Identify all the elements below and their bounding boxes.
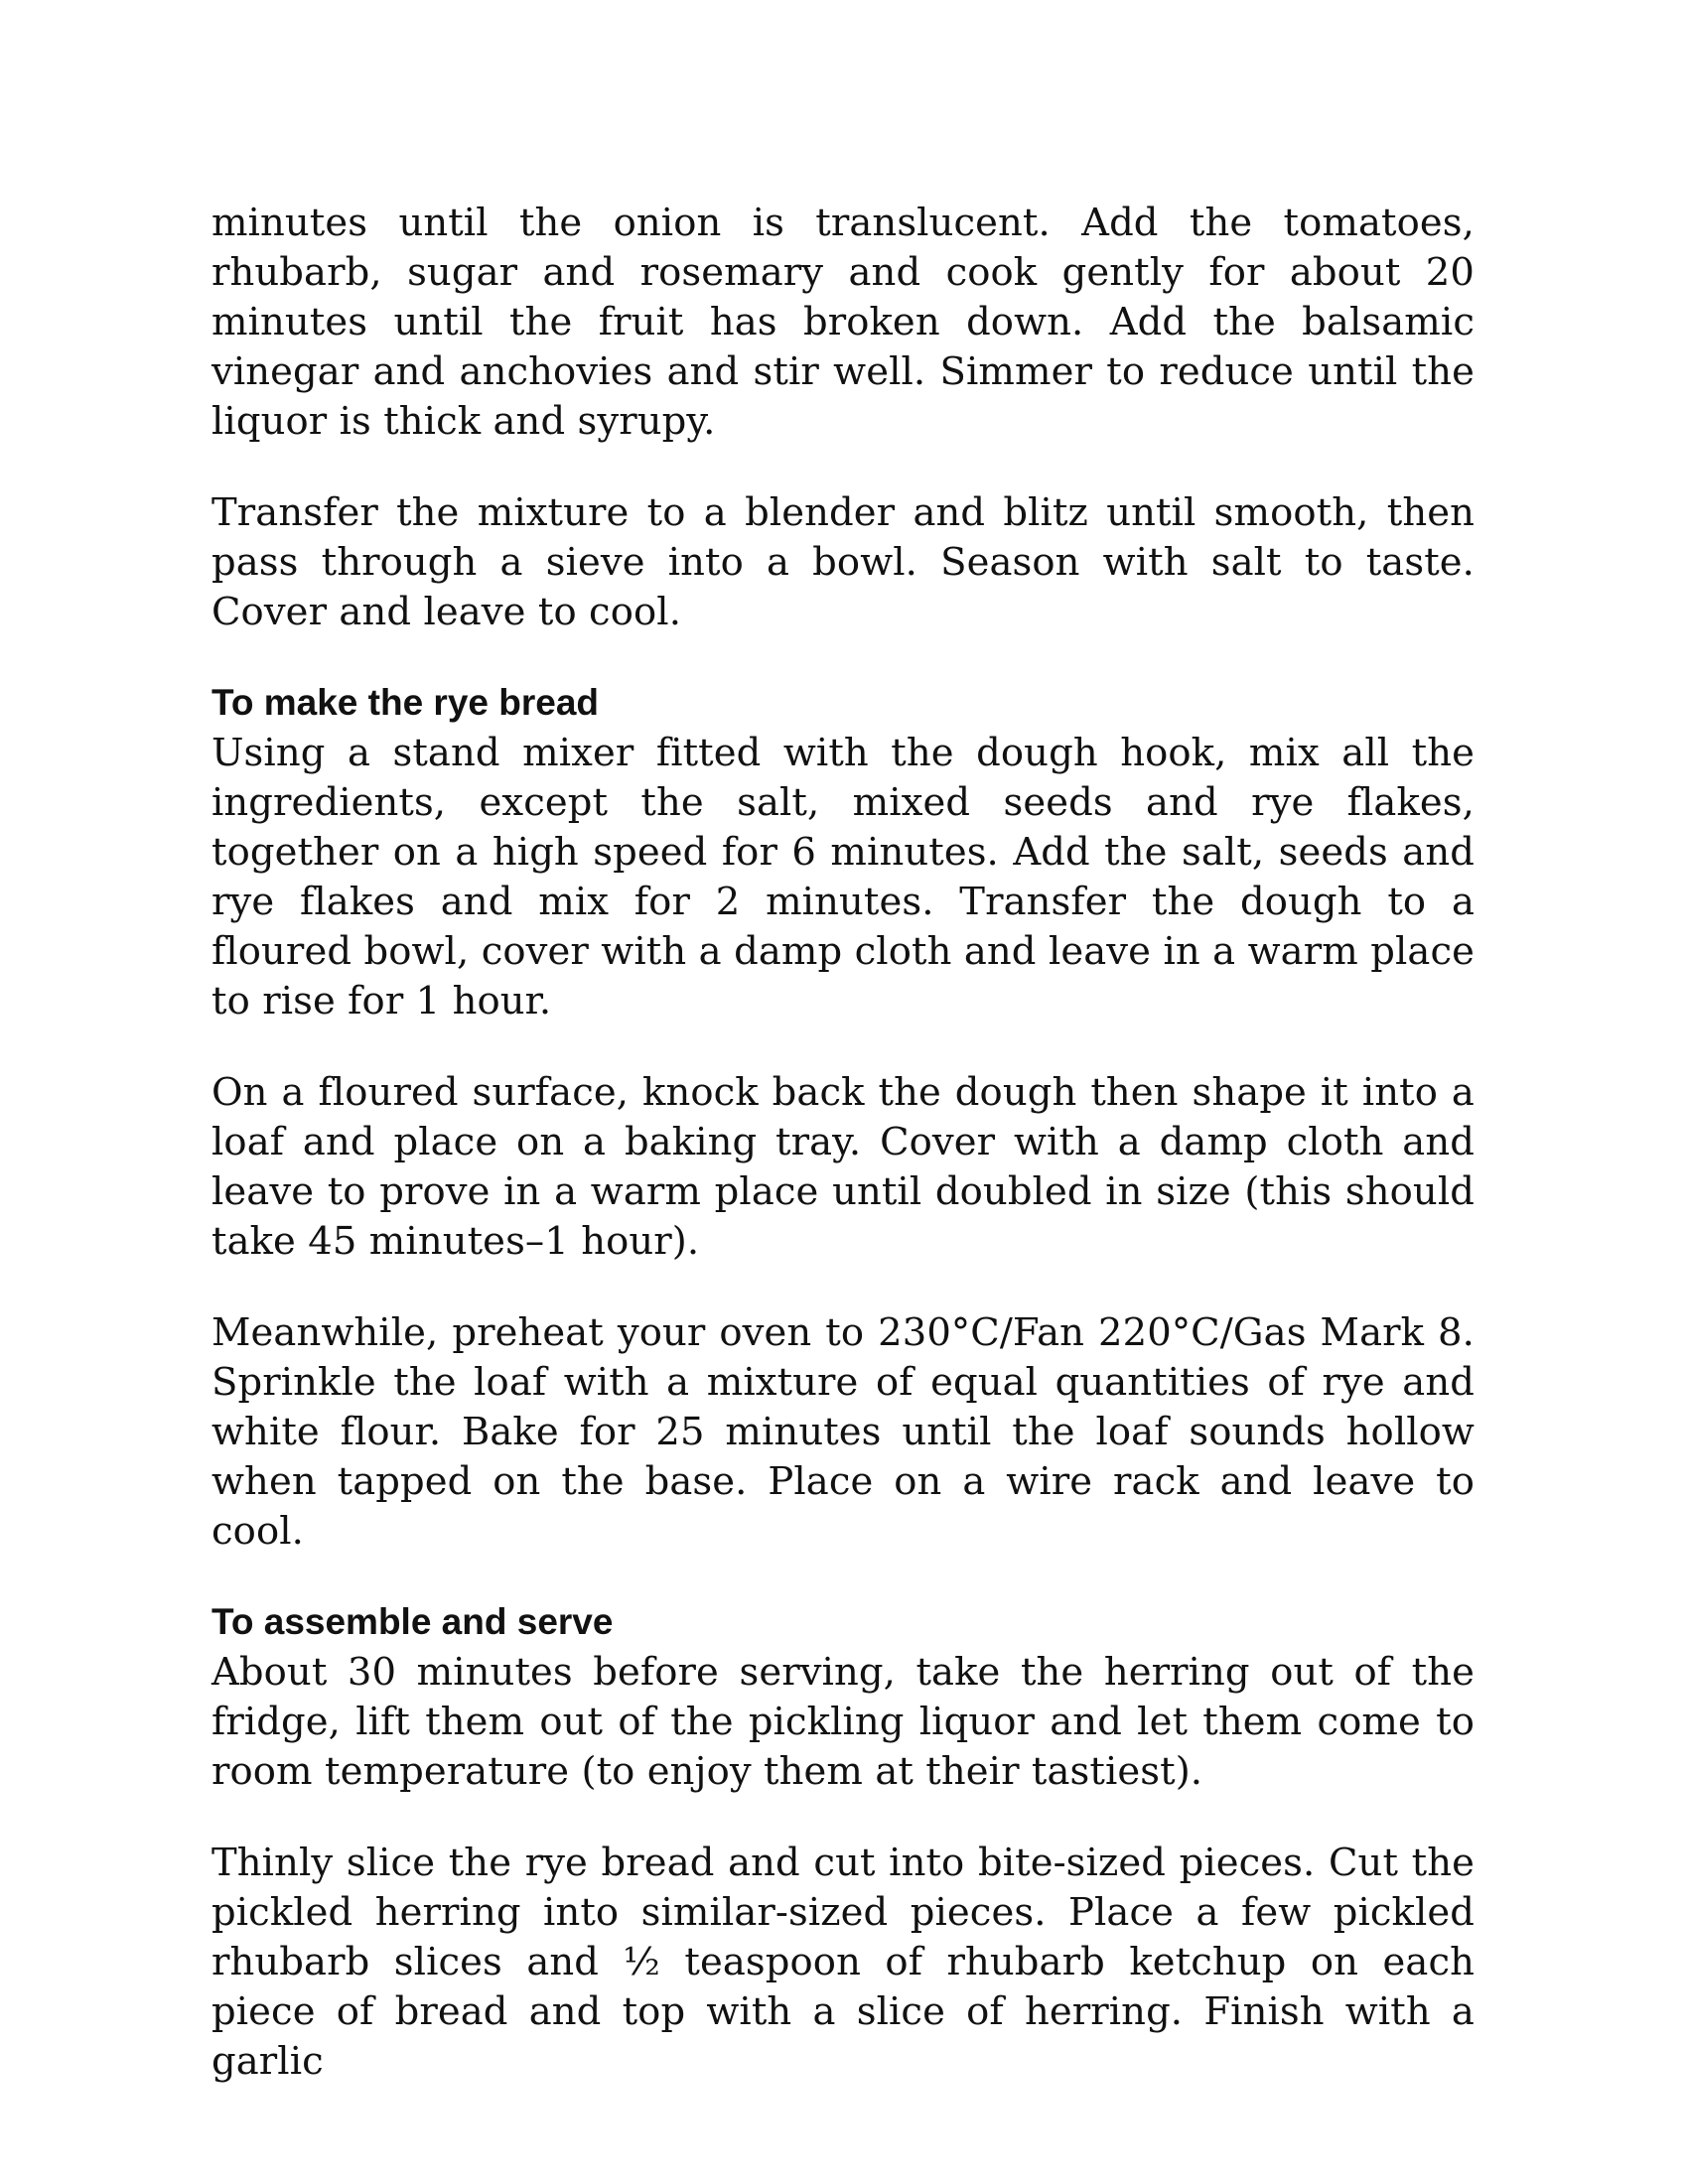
method-paragraph: Thinly slice the rye bread and cut into bite-sized pieces. Cut the pickled herring into similar-sized pieces. Place a few pickled rhubarb slices and ½ teaspoon of rhubarb ketchup on each piece of bread and top with a slice of herring. Finish with a garlic [211, 1841, 1475, 2084]
method-paragraph: Meanwhile, preheat your oven to 230°C/Fan 220°C/Gas Mark 8. Sprinkle the loaf with a mixture of equal quantities of rye and white flour. Bake for 25 minutes until the loaf sounds hollow when tapped on the base. Place on a wire rack and leave to cool. [211, 1310, 1475, 1554]
method-paragraph: minutes until the onion is translucent. Add the tomatoes, rhubarb, sugar and rosemary and cook gently for about 20 minutes until the fruit has broken down. Add the balsamic vinegar and anchovies and stir well. Simmer to reduce until the liquor is thick and syrupy. [211, 201, 1475, 444]
method-paragraph: Using a stand mixer fitted with the dough hook, mix all the ingredients, except the salt, mixed seeds and rye flakes, together on a high speed for 6 minutes. Add the salt, seeds and rye flakes and mix for 2 minutes. Transfer the dough to a floured bowl, cover with a damp cloth and leave in a warm place to rise for 1 hour. [211, 731, 1475, 1024]
method-paragraph: Transfer the mixture to a blender and blitz until smooth, then pass through a sieve into a bowl. Season with salt to taste. Cover and leave to cool. [211, 490, 1475, 634]
section-heading-assemble: To assemble and serve [211, 1601, 614, 1642]
method-paragraph: On a floured surface, knock back the dough then shape it into a loaf and place on a baking tray. Cover with a damp cloth and leave to prove in a warm place until doubled in size (this should take 45 minutes–1 hour). [211, 1070, 1475, 1264]
method-paragraph: About 30 minutes before serving, take the herring out of the fridge, lift them out of the pickling liquor and let them come to room temperature (to enjoy them at their tastiest). [211, 1650, 1475, 1794]
recipe-page [211, 199, 1475, 2087]
section-heading-rye-bread: To make the rye bread [211, 682, 600, 723]
